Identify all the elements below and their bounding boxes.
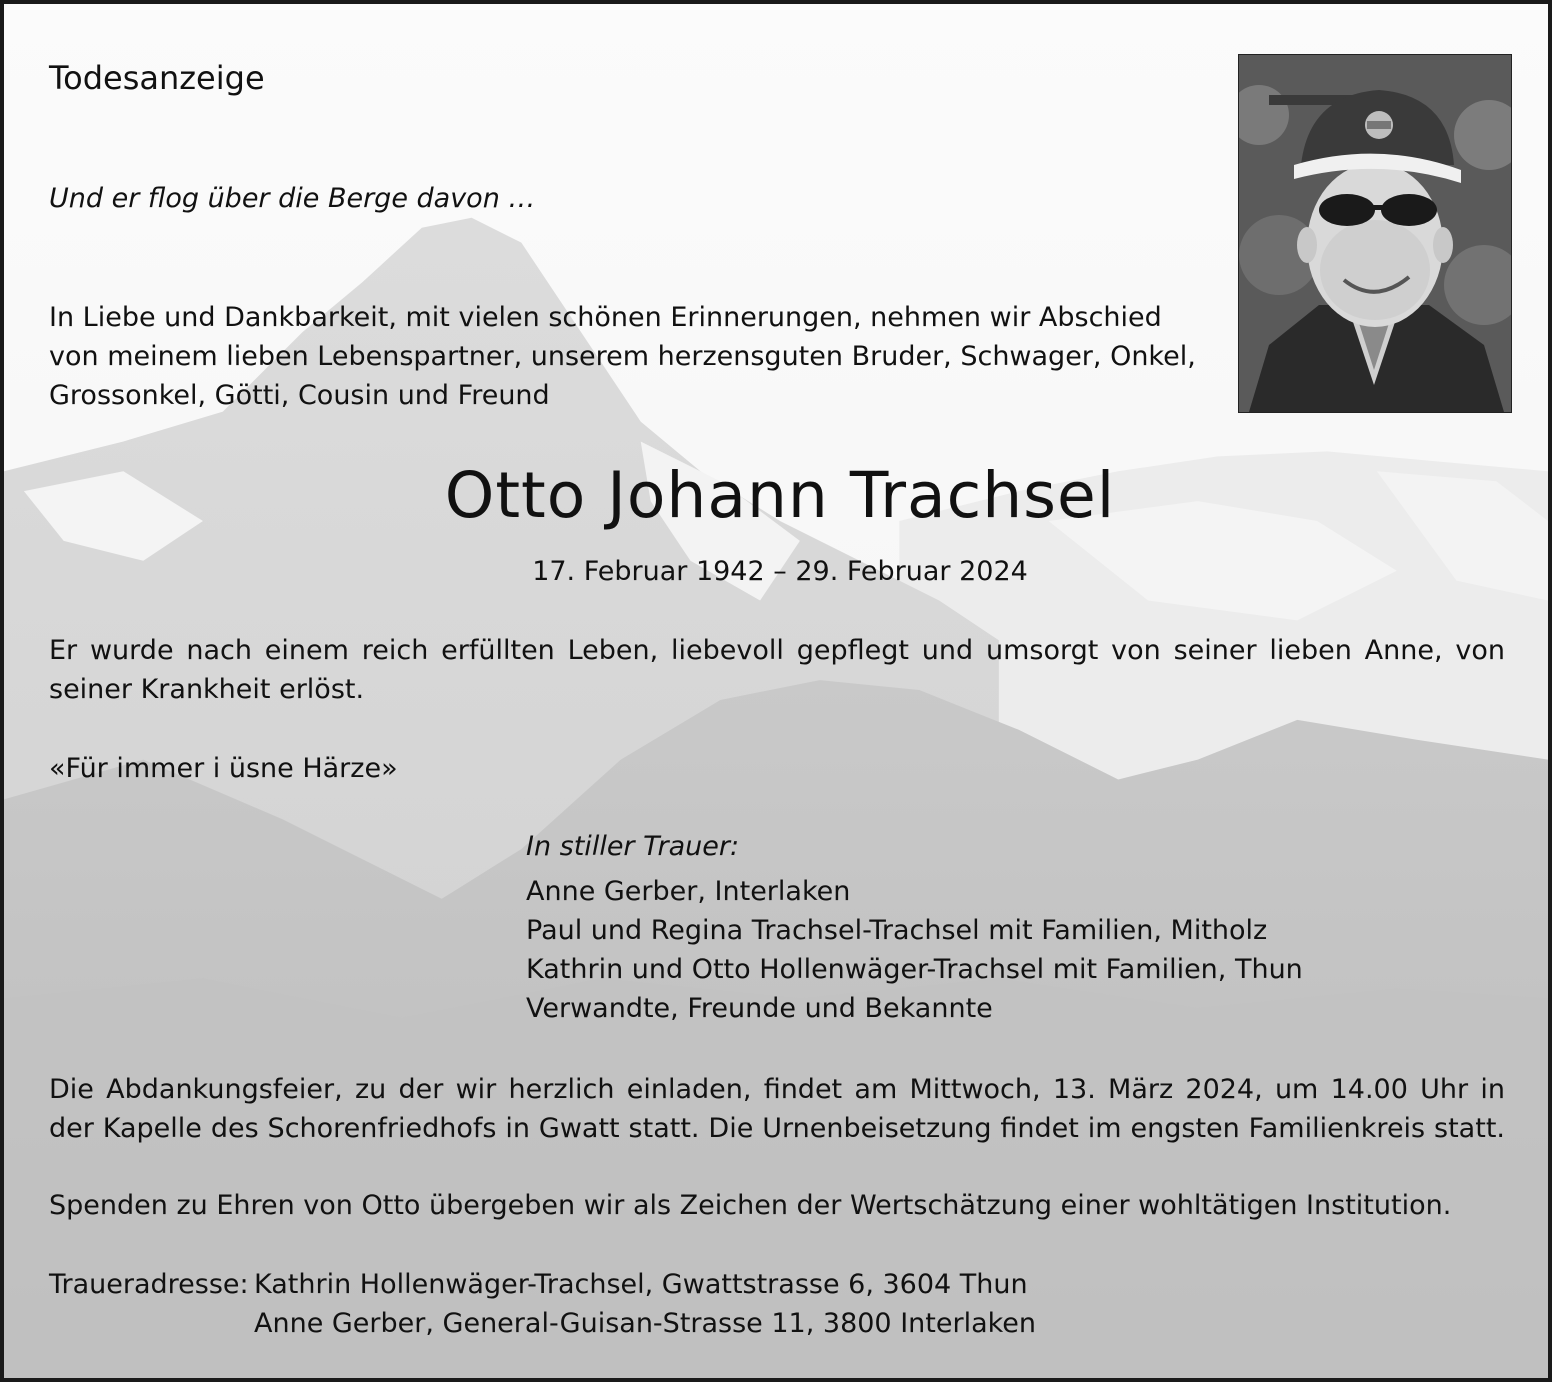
message-paragraph [49, 631, 1505, 709]
intro-text [49, 298, 1196, 415]
mourners-block [526, 827, 1303, 1028]
motto: Und er flog über die Berge davon … [49, 183, 536, 214]
intro-line: In Liebe und Dankbarkeit, mit vielen schönen Erinnerungen, nehmen wir Abschied [49, 302, 1162, 333]
intro-line: von meinem lieben Lebenspartner, unserem herzensguten Bruder, Schwager, Onkel, [49, 341, 1196, 372]
portrait-photo [1238, 54, 1512, 413]
ceremony-paragraph [49, 1070, 1505, 1148]
address-line: Kathrin Hollenwäger-Trachsel, Gwattstrasse 6, 3604 Thun [254, 1269, 1028, 1300]
intro-line: Grossonkel, Götti, Cousin und Freund [49, 380, 550, 411]
mourner-entry: Kathrin und Otto Hollenwäger-Trachsel mit Familien, Thun [526, 954, 1303, 985]
page-title: Todesanzeige [49, 59, 265, 97]
address-line: Anne Gerber, General-Guisan-Strasse 11, 3800 Interlaken [254, 1308, 1037, 1339]
mourner-entry: Anne Gerber, Interlaken [526, 876, 851, 907]
donations-text: Spenden zu Ehren von Otto übergeben wir als Zeichen der Wertschätzung einer wohltätigen Institution. [49, 1190, 1452, 1221]
portrait-image [1239, 55, 1511, 412]
ceremony-line: der Kapelle des Schorenfriedhofs in Gwatt statt. Die Urnenbeisetzung findet im engsten Familienkreis statt. [49, 1113, 1505, 1144]
mourner-entry: Paul und Regina Trachsel-Trachsel mit Familien, Mitholz [526, 915, 1268, 946]
ceremony-line: Die Abdankungsfeier, zu der wir herzlich einladen, findet am Mittwoch, 13. März 2024, um 14.00 Uhr in [49, 1074, 1505, 1105]
address-block [254, 1265, 1036, 1343]
message-line: seiner Krankheit erlöst. [49, 674, 365, 705]
mourners-heading: In stiller Trauer: [526, 831, 740, 862]
deceased-name: Otto Johann Trachsel [444, 459, 1116, 532]
address-label: Traueradresse: [49, 1269, 249, 1300]
mourner-entry: Verwandte, Freunde und Bekannte [526, 993, 993, 1024]
life-dates: 17. Februar 1942 – 29. Februar 2024 [532, 556, 1028, 587]
message-line: Er wurde nach einem reich erfüllten Leben, liebevoll gepflegt und umsorgt von seiner lieben Anne, von [49, 635, 1505, 666]
quote: «Für immer i üsne Härze» [49, 753, 398, 784]
